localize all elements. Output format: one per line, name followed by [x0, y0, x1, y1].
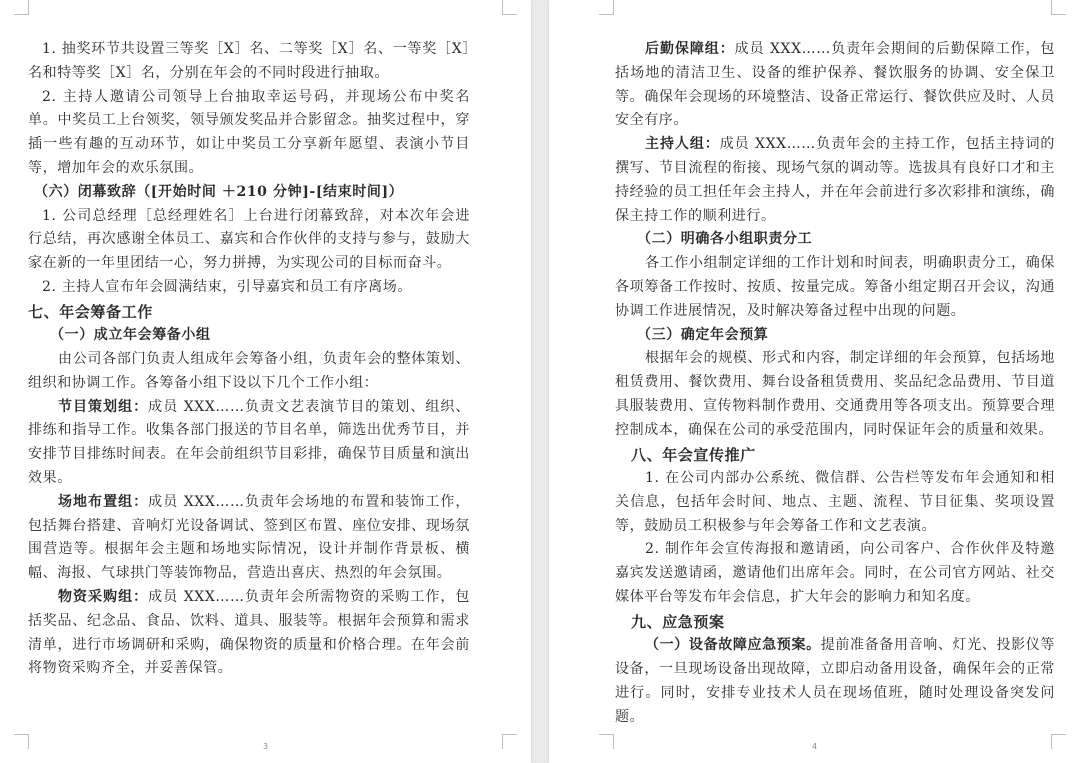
- paragraph-text: 1. 公司总经理［总经理姓名］上台进行闭幕致辞，对本次年会进行总结，再次感谢全体员工、嘉宾和合作伙伴的支持与参与，鼓励大家在新的一年里团结一心，努力拼搏，为实现公司的目标而奋斗。: [28, 207, 470, 272]
- paragraph-text: （二）明确各小组职责分工: [637, 231, 813, 248]
- paragraph-text: 成员 XXX……负责年会的主持工作，包括主持词的撰写、节目流程的衔接、现场气氛的调动等。选拔具有良好口才和主持经验的员工担任年会主持人，并在年会前进行多次彩排和演练，确保主持工作的顺利进行。: [615, 136, 1055, 224]
- margin-mark-top-left: [599, 0, 614, 15]
- paragraph: [28, 586, 470, 681]
- paragraph-text: 提前准备备用音响、灯光、投影仪等设备，一旦现场设备出现故障，立即启动备用设备，确保年会的正常进行。同时，安排专业技术人员在现场值班，随时处理设备突发问题。: [615, 637, 1055, 725]
- paragraph-text: 成员 XXX……负责年会期间的后勤保障工作，包括场地的清洁卫生、设备的维护保养、餐饮服务的协调、安全保卫等。确保年会现场的环境整洁、设备正常运行、餐饮供应及时、人员安全有序。: [615, 41, 1055, 129]
- paragraph-text: 2. 主持人邀请公司领导上台抽取幸运号码，并现场公布中奖名单。中奖员工上台领奖，领导颁发奖品并合影留念。抽奖过程中，穿插一些有趣的互动环节，如让中奖员工分享新年愿望、表演小节目等，增加年会的欢乐氛围。: [28, 88, 470, 176]
- paragraph-text: 成员 XXX……负责年会所需物资的采购工作，包括奖品、纪念品、食品、饮料、道具、服装等。根据年会预算和需求清单，进行市场调研和采购，确保物资的质量和价格合理。在年会前将物资采购齐全，并妥善保管。: [28, 589, 470, 677]
- paragraph: [615, 347, 1055, 442]
- paragraph: [28, 491, 470, 586]
- paragraph-text: 成员 XXX……负责年会场地的布置和装饰工作，包括舞台搭建、音响灯光设备调试、签到区布置、座位安排、现场氛围营造等。根据年会主题和场地实际情况，设计并制作背景板、横幅、海报、气球拱门等装饰物品，营造出喜庆、热烈的年会氛围。: [28, 493, 470, 582]
- paragraph-text: 八、年会宣传推广: [631, 445, 756, 464]
- paragraph-text: 1. 在公司内部办公系统、微信群、公告栏等发布年会通知和相关信息，包括年会时间、地点、主题、流程、节目征集、奖项设置等，鼓励员工积极参与年会筹备工作和文艺表演。: [615, 470, 1055, 534]
- paragraph-lead: 主持人组：: [645, 136, 720, 153]
- paragraph-text: 1. 抽奖环节共设置三等奖［X］名、二等奖［X］名、一等奖［X］名和特等奖［X］名，分别在年会的不同时段进行抽取。: [28, 41, 470, 81]
- paragraph: [615, 38, 1055, 133]
- margin-mark-top-right: [1051, 0, 1066, 15]
- paragraph-text: 各工作小组制定详细的工作计划和时间表，明确职责分工，确保各项筹备工作按时、按质、按量完成。筹备小组定期召开会议，沟通协调工作进展情况，及时解决筹备过程中出现的问题。: [615, 255, 1055, 319]
- paragraph-text: 由公司各部门负责人组成年会筹备小组，负责年会的整体策划、组织和协调工作。各筹备小组下设以下几个工作小组：: [28, 351, 470, 391]
- page-body: [28, 38, 470, 681]
- margin-mark-top-right: [502, 0, 517, 15]
- paragraph: [28, 276, 470, 300]
- paragraph-text: （六）闭幕致辞（[开始时间 ＋210 分钟]-[结束时间]）: [34, 183, 404, 200]
- subsection-heading: [28, 324, 470, 348]
- subsection-heading: [28, 181, 470, 205]
- paragraph-text: 根据年会的规模、形式和内容，制定详细的年会预算，包括场地租赁费用、餐饮费用、舞台设备租赁费用、奖品纪念品费用、节目道具服装费用、宣传物料制作费用、交通费用等各项支出。预算要合理控制成本，确保在公司的承受范围内，同时保证年会的质量和效果。: [615, 350, 1055, 438]
- paragraph: [28, 86, 470, 181]
- paragraph: [28, 205, 470, 276]
- section-heading: [28, 300, 470, 325]
- paragraph-text: （三）确定年会预算: [637, 326, 769, 343]
- paragraph-lead: 节目策划组：: [58, 398, 149, 415]
- paragraph: [615, 133, 1055, 228]
- paragraph: [615, 467, 1055, 538]
- section-heading: [615, 610, 1055, 635]
- paragraph-text: （一）成立年会筹备小组: [50, 327, 211, 344]
- paragraph: [28, 348, 470, 396]
- paragraph-text: 2. 制作年会宣传海报和邀请函，向公司客户、合作伙伴及特邀嘉宾发送邀请函，邀请他们出席年会。同时，在公司官方网站、社交媒体平台等发布年会信息，扩大年会的影响力和知名度。: [615, 541, 1055, 606]
- page-number: 4: [811, 742, 818, 751]
- margin-mark-top-left: [14, 0, 29, 15]
- paragraph-lead: （一）设备故障应急预案。: [645, 637, 821, 654]
- page-number: 3: [262, 742, 269, 751]
- paragraph-text: 九、应急预案: [631, 612, 725, 631]
- subsection-heading: [615, 228, 1055, 252]
- paragraph-text: 成员 XXX……负责文艺表演节目的策划、组织、排练和指导工作。收集各部门报送的节目名单，筛选出优秀节目，并安排节目排练时间表。在年会前组织节目彩排，确保节目质量和演出效果。: [28, 398, 470, 487]
- paragraph: [28, 396, 470, 491]
- paragraph: [615, 634, 1055, 729]
- page-body: [615, 38, 1055, 730]
- subsection-heading: [615, 324, 1055, 348]
- paragraph-text: 2. 主持人宣布年会圆满结束，引导嘉宾和员工有序离场。: [42, 278, 413, 295]
- paragraph: [28, 38, 470, 86]
- paragraph-lead: 场地布置组：: [58, 493, 149, 510]
- document-page-left: [0, 0, 531, 763]
- document-page-right: [549, 0, 1080, 763]
- paragraph: [615, 538, 1055, 609]
- paragraph-lead: 后勤保障组：: [645, 41, 735, 57]
- section-heading: [615, 443, 1055, 468]
- paragraph-lead: 物资采购组：: [58, 589, 149, 606]
- page-gutter: [531, 0, 549, 763]
- paragraph: [615, 252, 1055, 323]
- paragraph-text: 七、年会筹备工作: [28, 302, 153, 321]
